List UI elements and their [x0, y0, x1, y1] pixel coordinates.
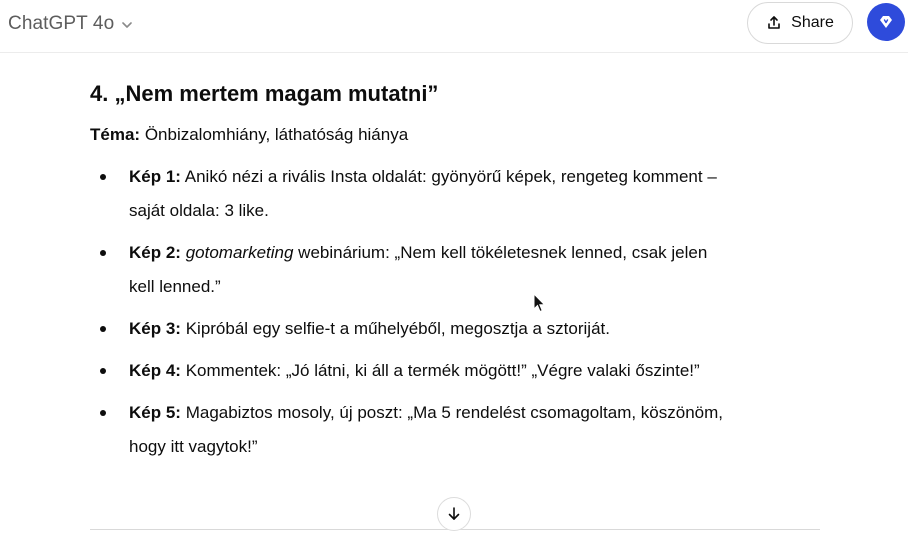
top-bar: [0, 0, 908, 52]
model-name: ChatGPT 4o: [8, 13, 115, 34]
item-text: webinárium: „Nem kell tökéletesnek lenned, csak jelen: [298, 243, 708, 262]
assistant-message: [90, 76, 830, 472]
share-button[interactable]: [747, 2, 853, 44]
item-label: Kép 3:: [129, 319, 181, 338]
diamond-avatar-icon: [876, 12, 896, 32]
item-label: Kép 1:: [129, 167, 181, 186]
item-italic: gotomarketing: [185, 243, 294, 262]
topic-line: [90, 122, 830, 148]
chevron-down-icon: [120, 18, 134, 32]
list-item: [90, 160, 830, 228]
item-text: Kommentek: „Jó látni, ki áll a termék mögött!” „Végre valaki őszinte!”: [185, 361, 700, 380]
bullet: [100, 250, 106, 256]
item-text-cont: hogy itt vagytok!”: [129, 437, 258, 456]
item-text: Kipróbál egy selfie-t a műhelyéből, megosztja a sztoriját.: [185, 319, 610, 338]
list-item: [90, 354, 830, 388]
item-label: Kép 2:: [129, 243, 181, 262]
list-item: [90, 396, 830, 464]
item-text: Magabiztos mosoly, új poszt: „Ma 5 rendelést csomagoltam, köszönöm,: [185, 403, 724, 422]
item-text: Anikó nézi a rivális Insta oldalát: gyönyörű képek, rengeteg komment –: [184, 167, 717, 186]
bullet: [100, 174, 106, 180]
section-heading: 4. „Nem mertem magam mutatni”: [90, 81, 439, 106]
model-selector[interactable]: [8, 9, 134, 39]
list-item: [90, 236, 830, 304]
item-label: Kép 5:: [129, 403, 181, 422]
item-text-cont: kell lenned.”: [129, 277, 221, 296]
topic-text: Önbizalomhiány, láthatóság hiánya: [144, 125, 409, 144]
image-list: [90, 160, 830, 464]
mouse-cursor-icon: [533, 293, 547, 318]
arrow-down-icon: [446, 506, 462, 522]
avatar[interactable]: [867, 3, 905, 41]
share-label: Share: [791, 14, 834, 31]
item-text-cont: saját oldala: 3 like.: [129, 201, 269, 220]
bullet: [100, 410, 106, 416]
bullet: [100, 326, 106, 332]
header-divider: [0, 52, 908, 53]
share-icon: [766, 15, 782, 31]
bullet: [100, 368, 106, 374]
item-label: Kép 4:: [129, 361, 181, 380]
list-item: [90, 312, 830, 346]
topic-label: Téma:: [90, 125, 141, 144]
scroll-to-bottom-button[interactable]: [437, 497, 471, 531]
